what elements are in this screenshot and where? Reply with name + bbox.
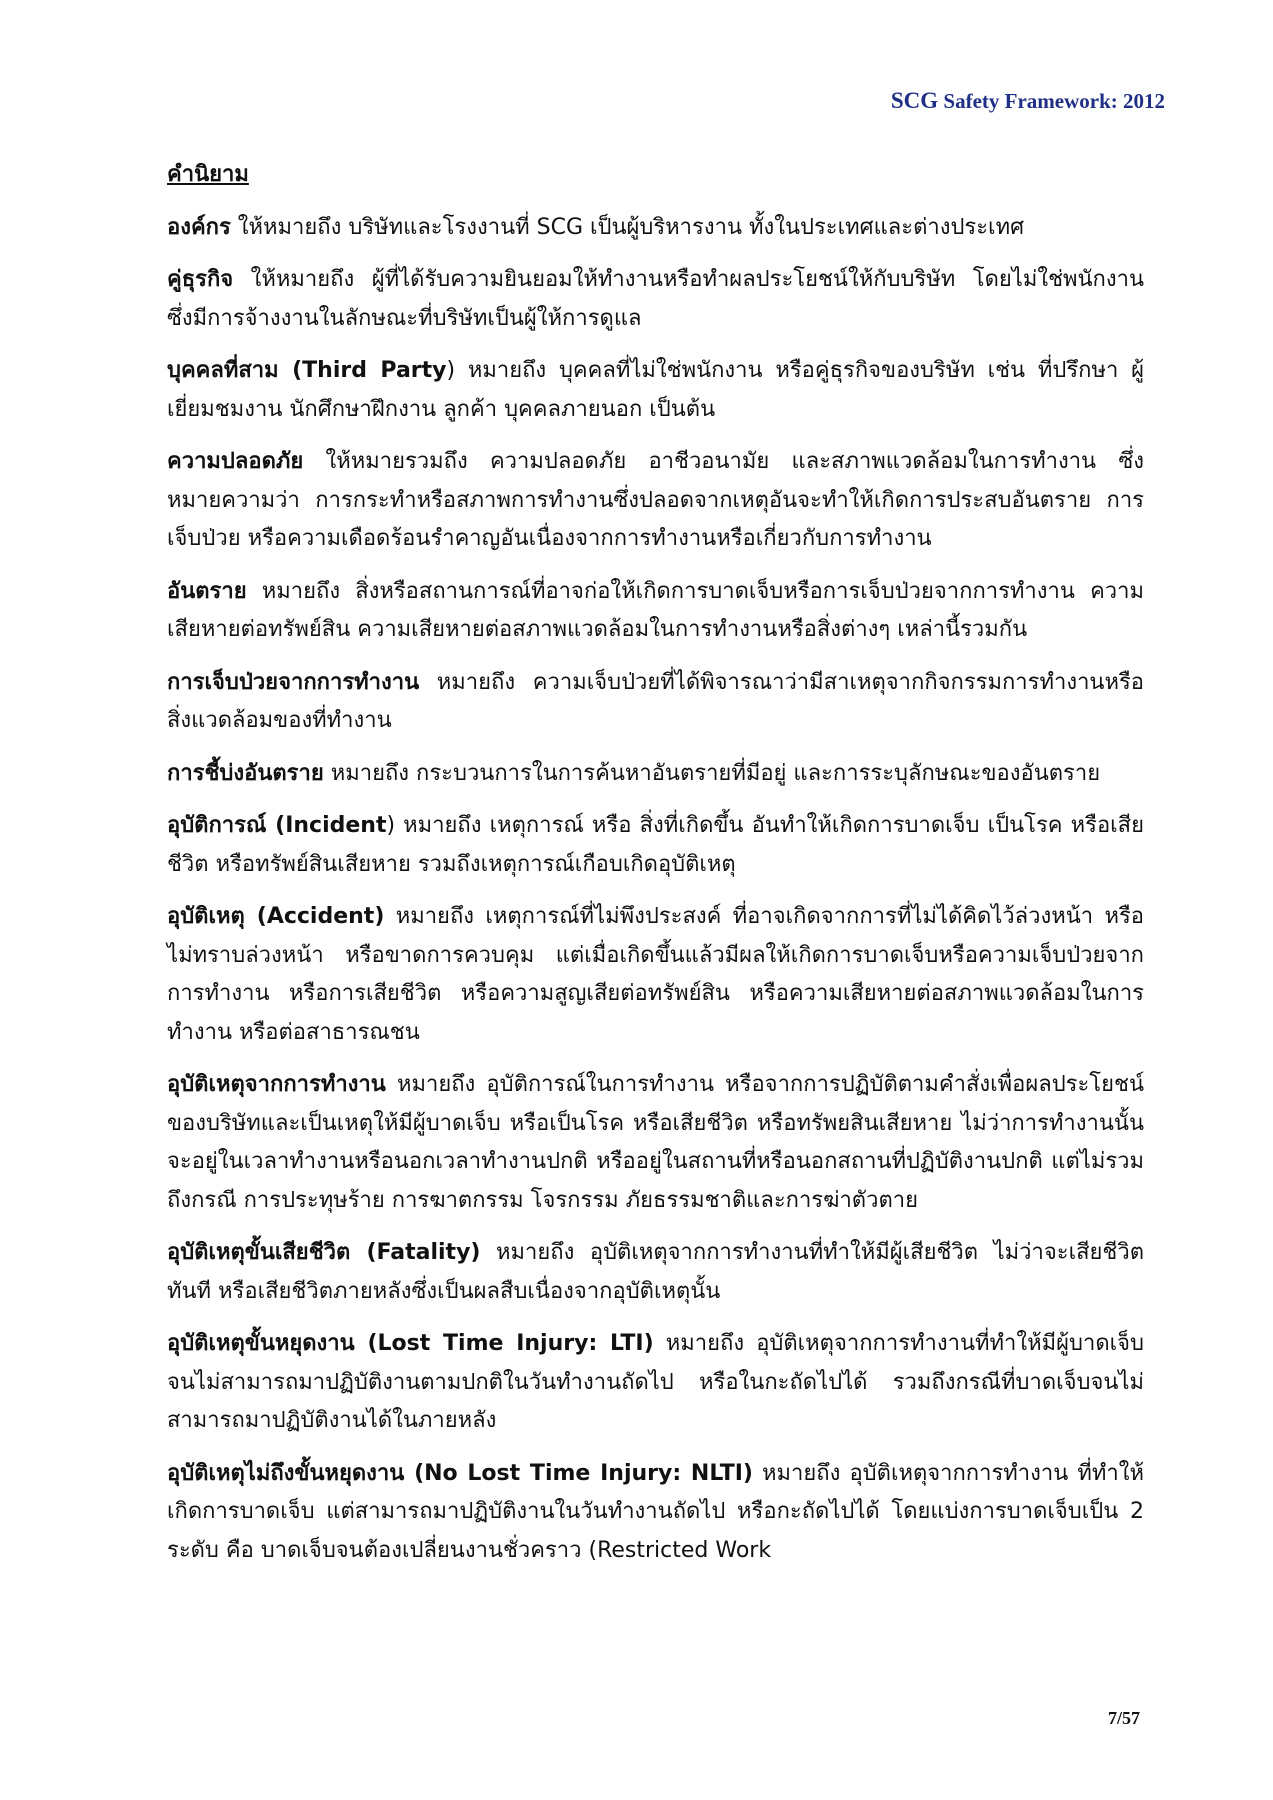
definition-text: หมายถึง อุบัติเหตุจากการทำงานที่ทำให้มีผู้เสียชีวิต ไม่ว่าจะเสียชีวิตทันที หรือเสียชีวิตภายหลังซึ่งเป็นผลสืบเนื่องจากอุบัติเหตุนั้น	[167, 1240, 1145, 1304]
definition-term: อุบัติการณ์ (Incident	[167, 813, 387, 838]
definition-lti	[167, 1325, 1144, 1441]
definition-nlti	[167, 1455, 1144, 1571]
definition-text: หมายถึง เหตุการณ์ที่ไม่พึงประสงค์ ที่อาจเกิดจากการที่ไม่ได้คิดไว้ล่วงหน้า หรือไม่ทราบล่วงหน้า หรือขาดการควบคุม แต่เมื่อเกิดขึ้นแล้วมีผลให้เกิดการบาดเจ็บหรือความเจ็บป่วยจากการทำงาน หรือการเสียชีวิต หรือความสูญเสียต่อทรัพย์สิน หรือความเสียหายต่อสภาพแวดล้อมในการทำงาน หรือต่อสาธารณชน	[167, 904, 1144, 1045]
definition-third-party	[167, 352, 1144, 429]
definition-term: อุบัติเหตุไม่ถึงขั้นหยุดงาน (No Lost Time Injury: NLTI)	[167, 1460, 753, 1486]
definition-text: ) หมายถึง บุคคลที่ไม่ใช่พนักงาน หรือคู่ธุรกิจของบริษัท เช่น ที่ปรึกษา ผู้เยี่ยมชมงาน นักศึกษาฝึกงาน ลูกค้า บุคคลภายนอก เป็นต้น	[167, 358, 1144, 422]
definition-term: อุบัติเหตุขั้นหยุดงาน (Lost Time Injury: LTI)	[167, 1331, 654, 1356]
definition-work-accident	[167, 1066, 1144, 1220]
page-header	[891, 88, 1165, 114]
section-heading: คำนิยาม	[167, 162, 249, 187]
definition-text: หมายถึง ความเจ็บป่วยที่ได้พิจารณาว่ามีสาเหตุจากกิจกรรมการทำงานหรือสิ่งแวดล้อมของที่ทำงาน	[167, 669, 1144, 733]
definition-text: หมายถึง กระบวนการในการค้นหาอันตรายที่มีอยู่ และการระบุลักษณะของอันตราย	[323, 760, 1101, 786]
definition-safety	[167, 443, 1144, 559]
definition-term: บุคคลที่สาม (Third Party	[167, 358, 447, 383]
definition-text: ให้หมายถึง บริษัทและโรงงานที่ SCG เป็นผู้บริหารงาน ทั้งในประเทศและต่างประเทศ	[230, 214, 1025, 240]
definition-text: หมายถึง อุบัติเหตุจากการทำงาน ที่ทำให้เกิดการบาดเจ็บ แต่สามารถมาปฏิบัติงานในวันทำงานถัดไป หรือกะถัดไปได้ โดยแบ่งการบาดเจ็บเป็น 2 ระดับ คือ บาดเจ็บจนต้องเปลี่ยนงานชั่วคราว (Restricted Work	[167, 1460, 1144, 1563]
definition-hazard	[167, 573, 1144, 650]
definition-text: หมายถึง อุบัติเหตุจากการทำงานที่ทำให้มีผู้บาดเจ็บ จนไม่สามารถมาปฏิบัติงานตามปกติในวันทำงานถัดไป หรือในกะถัดไปได้ รวมถึงกรณีที่บาดเจ็บจนไม่สามารถมาปฏิบัติงานได้ในภายหลัง	[167, 1331, 1144, 1433]
definition-term: คู่ธุรกิจ	[167, 267, 234, 292]
definition-text: ให้หมายรวมถึง ความปลอดภัย อาชีวอนามัย และสภาพแวดล้อมในการทำงาน ซึ่งหมายความว่า การกระทำหรือสภาพการทำงานซึ่งปลอดจากเหตุอันจะทำให้เกิดการประสบอันตราย การเจ็บป่วย หรือความเดือดร้อนรำคาญอันเนื่องจากการทำงานหรือเกี่ยวกับการทำงาน	[167, 449, 1144, 551]
definition-text: หมายถึง สิ่งหรือสถานการณ์ที่อาจก่อให้เกิดการบาดเจ็บหรือการเจ็บป่วยจากการทำงาน ความเสียหายต่อทรัพย์สิน ความเสียหายต่อสภาพแวดล้อมในการทำงานหรือสิ่งต่างๆ เหล่านี้รวมกัน	[167, 578, 1144, 642]
definition-term: อุบัติเหตุ (Accident)	[167, 904, 385, 929]
definition-occupational-illness	[167, 664, 1144, 741]
header-brand: SCG	[890, 88, 939, 113]
definition-term: ความปลอดภัย	[167, 449, 304, 474]
definition-text: ) หมายถึง เหตุการณ์ หรือ สิ่งที่เกิดขึ้น อันทำให้เกิดการบาดเจ็บ เป็นโรค หรือเสียชีวิต หรือทรัพย์สินเสียหาย รวมถึงเหตุการณ์เกือบเกิดอุบัติเหตุ	[167, 813, 1144, 877]
definition-business-partner	[167, 261, 1144, 338]
definition-organization	[167, 209, 1144, 248]
document-body	[167, 156, 1144, 1584]
definition-text: ให้หมายถึง ผู้ที่ได้รับความยินยอมให้ทำงานหรือทำผลประโยชน์ให้กับบริษัท โดยไม่ใช่พนักงาน ซึ่งมีการจ้างงานในลักษณะที่บริษัทเป็นผู้ให้การดูแล	[167, 267, 1144, 331]
definition-hazard-identification	[167, 755, 1144, 794]
definition-term: อุบัติเหตุจากการทำงาน	[167, 1072, 386, 1097]
definition-term: อันตราย	[167, 578, 247, 604]
header-title: Safety Framework: 2012	[943, 89, 1165, 113]
definition-term: การชี้บ่งอันตราย	[167, 760, 324, 786]
definition-term: อุบัติเหตุขั้นเสียชีวิต (Fatality)	[167, 1240, 481, 1265]
definition-text: หมายถึง อุบัติการณ์ในการทำงาน หรือจากการปฏิบัติตามคำสั่งเพื่อผลประโยชน์ของบริษัทและเป็นเหตุให้มีผู้บาดเจ็บ หรือเป็นโรค หรือเสียชีวิต หรือทรัพยสินเสียหาย ไม่ว่าการทำงานนั้นจะอยู่ในเวลาทำงานหรือนอกเวลาทำงานปกติ หรืออยู่ในสถานที่หรือนอกสถานที่ปฏิบัติงานปกติ แต่ไม่รวมถึงกรณี การประทุษร้าย การฆาตกรรม โจรกรรม ภัยธรรมชาติและการฆ่าตัวตาย	[167, 1072, 1144, 1213]
definition-term: การเจ็บป่วยจากการทำงาน	[167, 669, 420, 695]
definition-term: องค์กร	[167, 214, 231, 240]
definition-accident	[167, 898, 1144, 1052]
definition-fatality	[167, 1234, 1144, 1311]
definition-incident	[167, 807, 1144, 884]
page-number: 7/57	[1107, 1708, 1140, 1728]
